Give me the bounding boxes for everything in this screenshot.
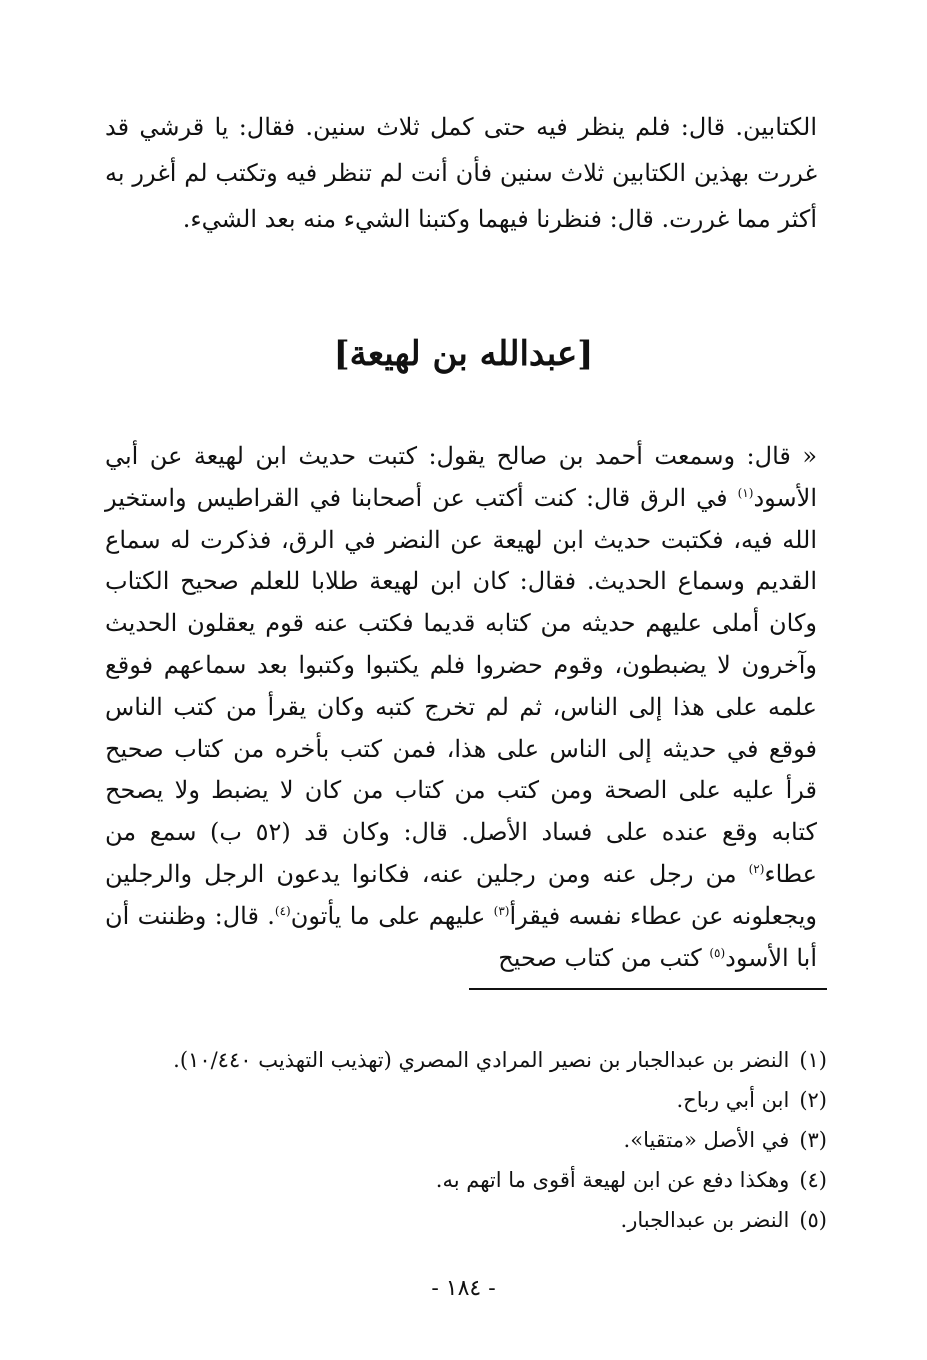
- footnote-text: النضر بن عبدالجبار بن نصير المرادي المصري (تهذيب التهذيب ١٠/٤٤٠).: [173, 1048, 790, 1072]
- footnote-ref-3: (٣): [493, 903, 510, 918]
- footnote-text: النضر بن عبدالجبار.: [620, 1208, 790, 1232]
- continuation-paragraph: [105, 104, 817, 242]
- text-run: عليهم على ما يأتون: [290, 901, 494, 930]
- footnote-ref-4: (٤): [274, 903, 291, 918]
- footnote-text: في الأصل «متقيا».: [623, 1128, 790, 1152]
- footnote-text: ابن أبي رباح.: [676, 1088, 790, 1112]
- footnote-text: وهكذا دفع عن ابن لهيعة أقوى ما اتهم به.: [435, 1168, 790, 1192]
- footnote-number: (١): [799, 1048, 827, 1072]
- footnote-divider: [469, 988, 827, 990]
- section-heading: [عبدالله بن لهيعة]: [333, 334, 594, 374]
- page-number: - ١٨٤ -: [431, 1276, 496, 1301]
- footnote-item: [107, 1040, 827, 1080]
- footnote-number: (٥): [799, 1208, 827, 1232]
- footnote-item: [107, 1120, 827, 1160]
- text-run: في الرق قال: كنت أكتب عن أصحابنا في القراطيس واستخير الله فيه، فكتبت حديث ابن لهيعة عن النضر في الرق، فذكرت له سماع القديم وسماع الحديث. فقال: كان ابن لهيعة طلابا للعلم صحيح الكتاب وكان أملى عليهم حديثه من كتابه قديما فكتب عنه قوم يعقلون الحديث وآخرون لا يضبطون، وقوم حضروا فلم يكتبوا وكتبوا بعد سماعهم فوقع علمه على هذا إلى الناس، ثم لم تخرج كتبه وكان يقرأ من كتب الناس فوقع في حديثه إلى الناس على هذا، فمن كتب بأخره من كتاب صحيح قرأ عليه على الصحة ومن كتب من كتاب من كان لا يضبط ولا يصحح كتابه وقع عنده على فساد الأصل. قال: وكان قد (٥٢ ب) سمع من عطاء: [105, 483, 817, 888]
- paragraph-text: الكتابين. قال: فلم ينظر فيه حتى كمل ثلاث سنين. فقال: يا قرشي قد غررت بهذين الكتابين ثلاث سنين فأن أنت لم تنظر فيه وتكتب لم أغرر به أكثر مما غررت. قال: فنظرنا فيهما وكتبنا الشيء منه بعد الشيء.: [105, 113, 817, 233]
- footnote-ref-2: (٢): [748, 861, 765, 876]
- text-run: « قال: وسمعت أحمد بن صالح يقول: كتبت حديث ابن لهيعة عن أبي الأسود: [105, 442, 817, 512]
- main-paragraph: [105, 436, 817, 979]
- paragraph-text: [105, 436, 817, 979]
- footnote-item: [107, 1080, 827, 1120]
- footnote-ref-1: (١): [737, 485, 754, 500]
- footnote-item: [107, 1160, 827, 1200]
- footnote-number: (٣): [799, 1128, 827, 1152]
- footnote-ref-5: (٥): [709, 945, 726, 960]
- text-run: . قال: وظننت أن أبا الأسود: [105, 901, 817, 972]
- footnote-number: (٢): [799, 1088, 827, 1112]
- text-run: كتب من كتاب صحيح: [498, 943, 710, 972]
- footnote-item: [107, 1200, 827, 1240]
- footnote-number: (٤): [799, 1168, 827, 1192]
- footnotes-list: [107, 1040, 827, 1240]
- text-run: من رجل عنه ومن رجلين عنه، فكانوا يدعون الرجل والرجلين ويجعلونه عن عطاء نفسه فيقرأ: [105, 859, 818, 930]
